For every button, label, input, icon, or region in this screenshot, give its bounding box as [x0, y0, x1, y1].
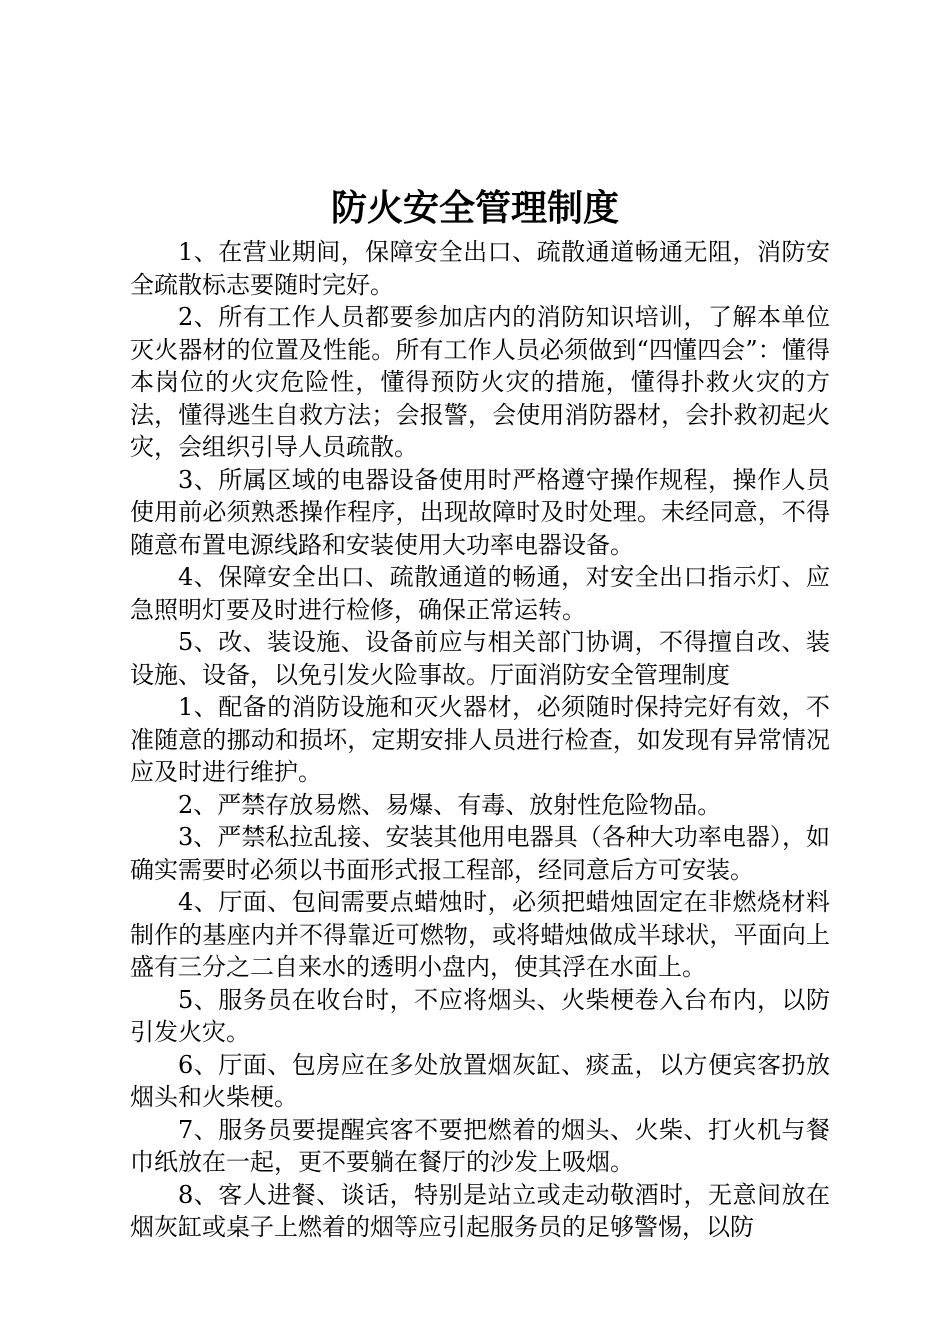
document-body: [130, 236, 830, 1244]
document-title: 防火安全管理制度: [330, 187, 619, 229]
paragraph-13: 8、客人进餐、谈话，特别是站立或走动敬酒时，无意间放在烟灰缸或桌子上燃着的烟等应引起服务员的足够警惕，以防: [130, 1180, 830, 1241]
paragraph-10: 5、服务员在收台时，不应将烟头、火柴梗卷入台布内，以防引发火灾。: [130, 985, 830, 1046]
paragraph-2: 2、所有工作人员都要参加店内的消防知识培训，了解本单位灭火器材的位置及性能。所有工作人员必须做到“四懂四会”：懂得本岗位的火灾危险性，懂得预防火灾的措施，懂得扑救火灾的方法，懂得逃生自救方法；会报警，会使用消防器材，会扑救初起火灾，会组织引导人员疏散。: [130, 303, 830, 461]
paragraph-3: 3、所属区域的电器设备使用时严格遵守操作规程，操作人员使用前必须熟悉操作程序，出现故障时及时处理。未经同意，不得随意布置电源线路和安装使用大功率电器设备。: [130, 465, 830, 559]
paragraph-11: 6、厅面、包房应在多处放置烟灰缸、痰盂，以方便宾客扔放烟头和火柴梗。: [130, 1050, 830, 1111]
paragraph-8: 3、严禁私拉乱接、安装其他用电器具（各种大功率电器），如确实需要时必须以书面形式报工程部，经同意后方可安装。: [130, 823, 830, 884]
paragraph-5: 5、改、装设施、设备前应与相关部门协调，不得擅自改、装设施、设备，以免引发火险事故。厅面消防安全管理制度: [130, 628, 830, 689]
paragraph-7: 2、严禁存放易燃、易爆、有毒、放射性危险物品。: [178, 790, 722, 819]
paragraph-4: 4、保障安全出口、疏散通道的畅通，对安全出口指示灯、应急照明灯要及时进行检修，确保正常运转。: [130, 563, 830, 624]
paragraph-12: 7、服务员要提醒宾客不要把燃着的烟头、火柴、打火机与餐巾纸放在一起，更不要躺在餐厅的沙发上吸烟。: [130, 1115, 830, 1176]
paragraph-9: 4、厅面、包间需要点蜡烛时，必须把蜡烛固定在非燃烧材料制作的基座内并不得靠近可燃物，或将蜡烛做成半球状，平面向上盛有三分之二自来水的透明小盘内，使其浮在水面上。: [130, 888, 830, 981]
paragraph-1: 1、在营业期间，保障安全出口、疏散通道畅通无阻，消防安全疏散标志要随时完好。: [130, 238, 830, 299]
paragraph-6: 1、配备的消防设施和灭火器材，必须随时保持完好有效，不准随意的挪动和损坏，定期安排人员进行检查，如发现有异常情况应及时进行维护。: [130, 693, 830, 786]
